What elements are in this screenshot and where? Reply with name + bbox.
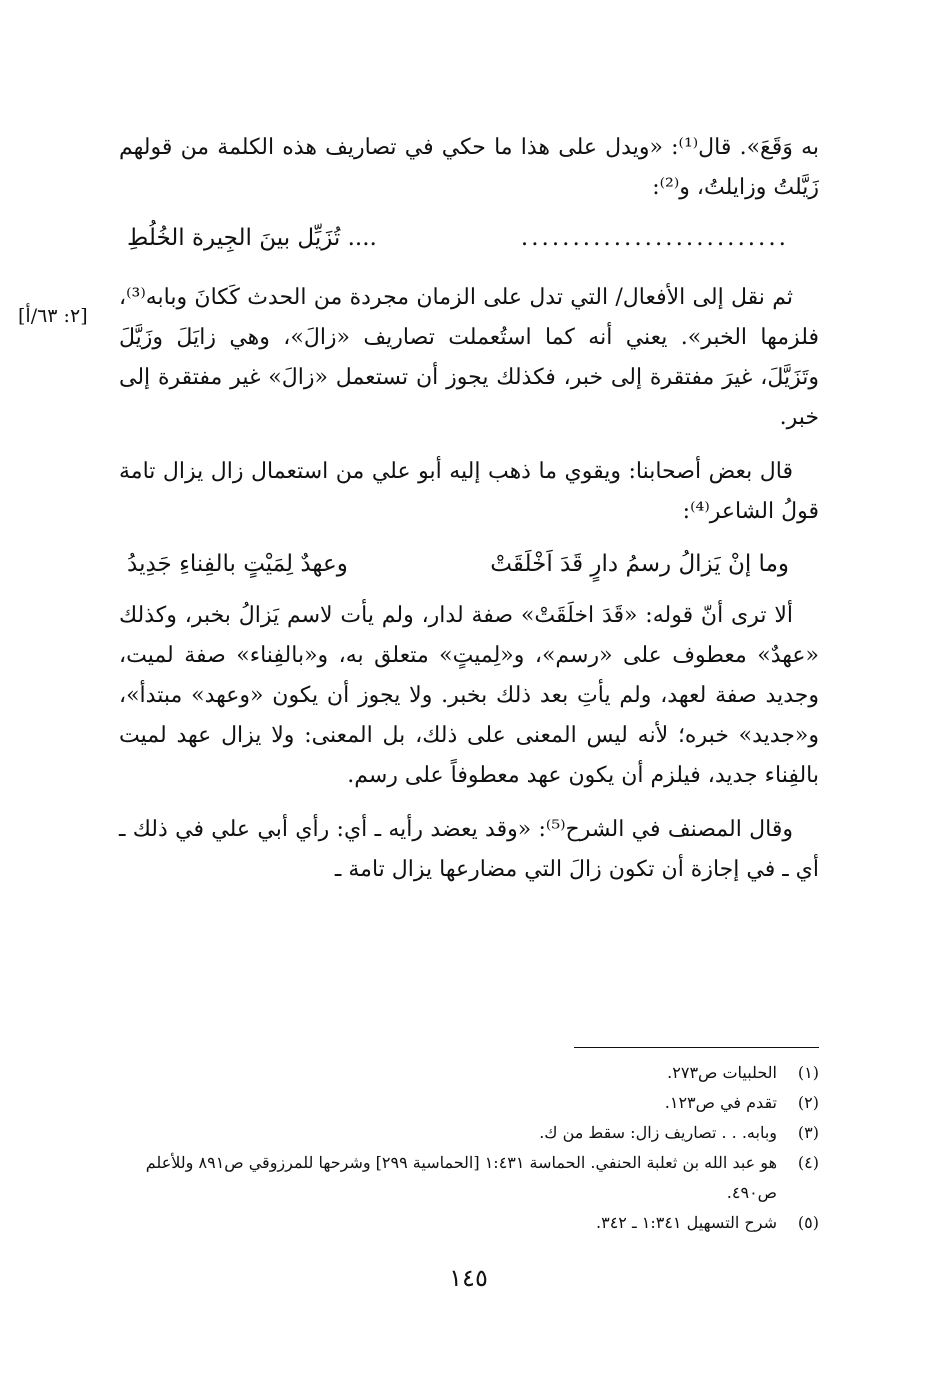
footnote-number: (٤) (797, 1153, 819, 1172)
footnote-5 (119, 1208, 819, 1238)
footnotes (119, 1058, 819, 1238)
footnote-number: (٣) (797, 1123, 819, 1142)
margin-manuscript-reference: [٢: ٦٣/أ] (18, 305, 88, 327)
footnote-number: (٢) (797, 1093, 819, 1112)
verse-2-second-hemistich: وعهدٌ لِمَيْتٍ بالفِناءِ جَدِيدُ (127, 551, 348, 577)
footnote-3 (119, 1118, 819, 1148)
footnote-2 (119, 1088, 819, 1118)
paragraph-1: به وَقَعَ». قال⁽¹⁾: «ويدل على هذا ما حكي في تصاريف هذه الكلمة من قولهم زَيَّلتُ وزايلتُ، و⁽²⁾: (119, 135, 819, 200)
paragraph-4: ألا ترى أنّ قوله: «قَدَ اخلَقَتْ» صفة لدار، ولم يأت لاسم يَزالُ بخبر، وكذلك «عهدٌ» معطوف على «رسم»، و«لِميتٍ» متعلق به، و«بالفِناء» صفة لميت، وجديد صفة لعهد، ولم يأتِ بعد ذلك بخبر. ولا يجوز أن يكون «وعهد» مبتدأ»، و«جديد» خبره؛ لأنه ليس المعنى على ذلك، بل المعنى: ولا يزال عهد لميت بالفِناء جديد، فيلزم أن يكون عهد معطوفاً على رسم. (119, 603, 819, 788)
paragraph-3: قال بعض أصحابنا: ويقوي ما ذهب إليه أبو علي من استعمال زال يزال تامة قولُ الشاعر⁽⁴⁾: (119, 459, 819, 524)
verse-1-first-hemistich: .......................... (520, 225, 789, 251)
footnote-number: (٥) (797, 1213, 819, 1232)
footnote-4 (119, 1148, 819, 1208)
footnote-number: (١) (797, 1063, 819, 1082)
footnote-1 (119, 1058, 819, 1088)
footnote-text: تقدم في ص١٢٣. (664, 1093, 777, 1112)
footnote-text: شرح التسهيل ١:٣٤١ ـ ٣٤٢. (596, 1213, 777, 1232)
verse-1 (119, 218, 819, 258)
verse-2-first-hemistich: وما إنْ يَزالُ رسمُ دارٍ قَدَ اَخْلَقَتْ (490, 551, 789, 577)
main-text (119, 128, 819, 890)
page-number: ١٤٥ (449, 1264, 488, 1292)
verse-1-second-hemistich: .... تُزَيِّل بينَ الجِيرة الخُلُطِ (127, 225, 377, 251)
footnote-text: وبابه. . . تصاريف زال: سقط من ك. (539, 1123, 777, 1142)
footnote-separator (574, 1047, 819, 1048)
footnote-text: الحلبيات ص٢٧٣. (667, 1063, 777, 1082)
verse-2 (119, 544, 819, 584)
paragraph-2: ثم نقل إلى الأفعال/ التي تدل على الزمان مجردة من الحدث كَكانَ وبابه⁽³⁾، فلزمها الخبر». يعني أنه كما استُعملت تصاريف «زالَ»، وهي زايَلَ وزَيَّلَ وتَزَيَّلَ، غيرَ مفتقرة إلى خبر، فكذلك يجوز أن تستعمل «زالَ» غير مفتقرة إلى خبر. (119, 285, 819, 430)
footnote-text: هو عبد الله بن ثعلبة الحنفي. الحماسة ١:٤٣١ [الحماسية ٢٩٩] وشرحها للمرزوقي ص٨٩١ وللأعلم ص٤٩٠. (145, 1153, 777, 1202)
paragraph-5: وقال المصنف في الشرح⁽⁵⁾: «وقد يعضد رأيه ـ أي: رأي أبي علي في ذلك ـ أي ـ في إجازة أن تكون زالَ التي مضارعها يزال تامة ـ (119, 817, 819, 882)
